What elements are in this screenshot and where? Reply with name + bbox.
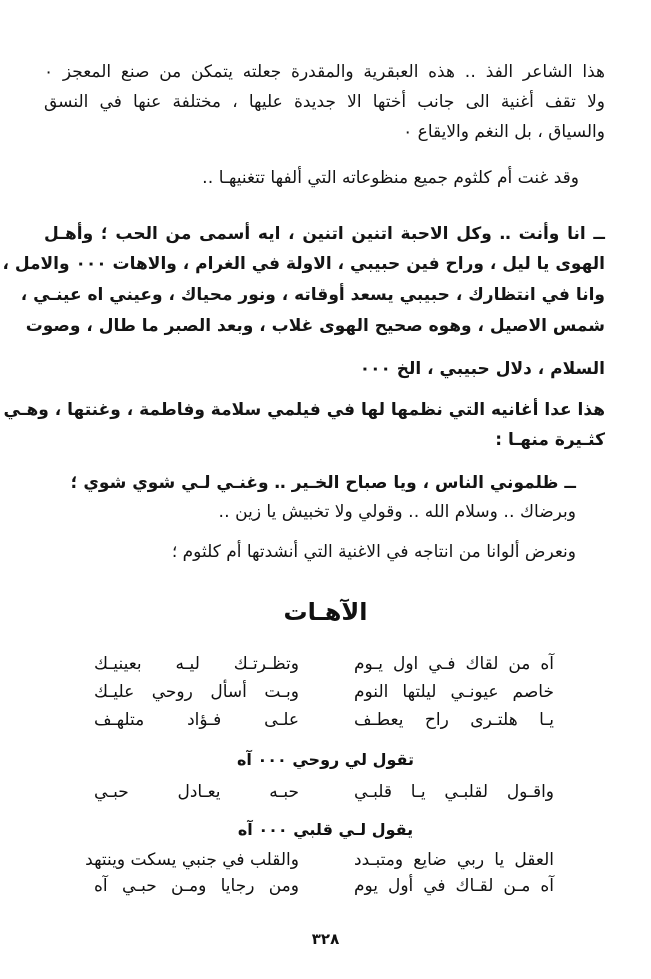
song-list-2-line-1: ــ ظلموني الناس ، ويا صباح الخـير ‥ وغنـي لـي شوي شوي ؛ bbox=[70, 473, 576, 493]
page-number: ٣٢٨ bbox=[311, 930, 340, 948]
poem-verse-3-right: يـا هلتـرى راح يعطـف bbox=[354, 710, 554, 730]
paragraph-2: وقد غنت أم كلثوم جميع منظوعاته التي ألفها تتغنيهـا ‥ bbox=[201, 168, 579, 188]
poem-verse-2 bbox=[0, 680, 651, 704]
poem-verse-6 bbox=[0, 874, 651, 898]
poem-verse-2-left: وبـت أسأل روحي عليـك bbox=[94, 682, 299, 702]
poem-verse-1-right: آه من لقاك فـي اول يـوم bbox=[354, 654, 554, 674]
poem-verse-5-left: والقلب في جنبي يسكت وينتهد bbox=[85, 850, 299, 870]
song-list-1-line-1: ــ انا وأنت ‥ وكل الاحبة اتنين اتنين ، ايه أسمى من الحب ؛ وأهـل bbox=[44, 224, 605, 244]
paragraph-1-line-3: والسياق ، بل النغم والايقاع ٠ bbox=[403, 122, 605, 142]
poem-verse-3-left: علـى فـؤاد متلهـف bbox=[94, 710, 299, 730]
paragraph-4: ونعرض ألوانا من انتاجه في الاغنية التي أنشدتها أم كلثوم ؛ bbox=[171, 542, 576, 562]
song-list-1-line-4: شمس الاصيل ، وهوه صحيح الهوى غلاب ، وبعد الصبر ما طال ، وصوت bbox=[25, 316, 605, 336]
poem-verse-4-left: حبـه يعـادل حبـي bbox=[94, 782, 299, 802]
poem-verse-3 bbox=[0, 708, 651, 732]
poem-verse-4 bbox=[0, 780, 651, 804]
poem-verse-5-right: العقل يا ربي ضايع ومتبـدد bbox=[354, 850, 554, 870]
poem-verse-2-right: خاصم عيونـي ليلتها النوم bbox=[354, 682, 554, 702]
paragraph-1-line-2: ولا تقف أغنية الى جانب أختها الا جديدة عليها ، مختلفة عنها في النسق bbox=[44, 92, 605, 112]
paragraph-1-line-1: هذا الشاعر الفذ ‥ هذه العبقرية والمقدرة جعلته يتمكن من صنع المعجز ٠ bbox=[44, 62, 605, 82]
poem-verse-6-right: آه مـن لقـاك في أول يوم bbox=[354, 876, 554, 896]
poem-refrain-1: تقول لي روحي ٠٠٠ آه bbox=[236, 750, 414, 769]
paragraph-3-line-1: هذا عدا أغانيه التي نظمها لها في فيلمي سلامة وفاطمة ، وغنتها ، وهـي bbox=[3, 400, 605, 420]
song-list-1-line-5: السلام ، دلال حبيبي ، الخ ٠٠٠ bbox=[359, 359, 605, 379]
section-heading: الآهـات bbox=[283, 598, 368, 626]
poem-verse-1 bbox=[0, 652, 651, 676]
song-list-2-line-2: وبرضاك ‥ وسلام الله ‥ وقولي ولا تخبيش يا زين ‥ bbox=[218, 502, 576, 522]
poem-verse-1-left: وتظـرتـك ليـه بعينيـك bbox=[94, 654, 299, 674]
song-list-1-line-2: الهوى يا ليل ، وراح فين حبيبي ، الاولة في الغرام ، والاهات ٠٠٠ والامل ، bbox=[2, 254, 605, 274]
paragraph-3-line-2: كثـيرة منهـا : bbox=[495, 430, 605, 450]
poem-verse-6-left: ومن رجايا ومـن حبـي آه bbox=[94, 876, 299, 896]
song-list-1-line-3: وانا في انتظارك ، حبيبي يسعد أوقاته ، ونور محياك ، وعيني اه عينـي ، bbox=[20, 285, 605, 305]
poem-refrain-2: يقول لـي قلبي ٠٠٠ آه bbox=[237, 820, 414, 839]
poem-verse-4-right: واقـول لقلبـي يـا قلبـي bbox=[354, 782, 554, 802]
poem-verse-5 bbox=[0, 848, 651, 872]
